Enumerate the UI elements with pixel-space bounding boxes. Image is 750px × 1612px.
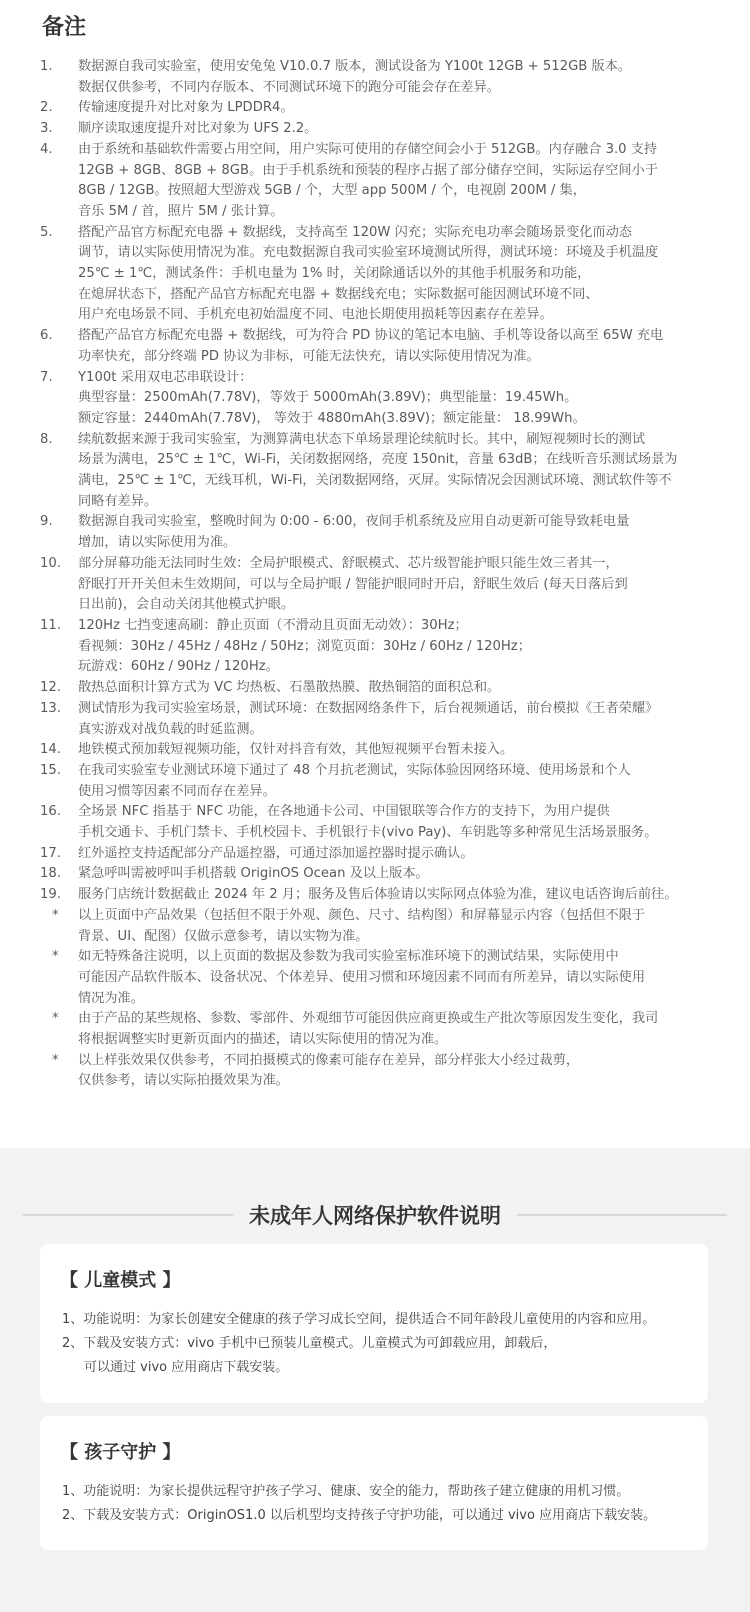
card-items — [62, 1308, 655, 1380]
note-line: 情况为准。 — [78, 990, 144, 1006]
note-number: 6. — [40, 328, 53, 344]
note-line: 手机交通卡、手机门禁卡、手机校园卡、手机银行卡(vivo Pay)、车钥匙等多种常见生活场景服务。 — [78, 825, 658, 841]
note-line: 12GB + 8GB、8GB + 8GB。由于手机系统和预装的程序占据了部分储存空间，实际运存空间小于 — [78, 162, 658, 178]
note-number: 9. — [40, 514, 53, 530]
note-body — [78, 326, 720, 367]
note-line: 散热总面积计算方式为 VC 均热板、石墨散热膜、散热铜箔的面积总和。 — [78, 680, 501, 696]
note-line: 由于产品的某些规格、参数、零部件、外观细节可能因供应商更换或生产批次等原因发生变化，我司 — [78, 1011, 659, 1027]
note-number: 1. — [40, 59, 53, 74]
note-number: 4. — [40, 141, 53, 157]
note-item — [40, 119, 720, 140]
note-line: 由于系统和基础软件需要占用空间，用户实际可使用的存储空间会小于 512GB。内存融合 3.0 支持 — [78, 141, 658, 157]
note-line: 玩游戏：60Hz / 90Hz / 120Hz。 — [78, 659, 279, 675]
note-body — [78, 885, 720, 906]
note-item — [40, 885, 720, 906]
note-line: 仅供参考，请以实际拍摄效果为准。 — [78, 1073, 289, 1089]
note-item — [40, 57, 720, 98]
note-body — [78, 761, 720, 802]
title-divider-right — [517, 1214, 727, 1216]
note-number: 11. — [40, 617, 61, 633]
note-item — [40, 947, 720, 1009]
note-line: 服务门店统计数据截止 2024 年 2 月；服务及售后体验请以实际网点体验为准，建议电话咨询后前往。 — [78, 887, 678, 903]
note-line: 测试情形为我司实验室场景，测试环境：在数据网络条件下，后台视频通话，前台模拟《王者荣耀》 — [78, 700, 659, 716]
note-line: 音乐 5M / 首，照片 5M / 张计算。 — [78, 203, 284, 219]
note-number: 19. — [40, 887, 61, 903]
note-line: 在熄屏状态下，搭配产品官方标配充电器 + 数据线充电；实际数据可能因测试环境不同、 — [78, 286, 599, 302]
note-line: 续航数据来源于我司实验室，为测算满电状态下单场景理论续航时长。其中，刷短视频时长的测试 — [78, 431, 646, 447]
note-line: 功率快充，部分终端 PD 协议为非标，可能无法快充，请以实际使用情况为准。 — [78, 348, 540, 364]
note-item — [40, 223, 720, 327]
note-body — [78, 844, 720, 865]
note-body — [78, 57, 720, 98]
note-body — [78, 554, 720, 616]
note-line: 120Hz 七挡变速高刷：静止页面（不滑动且页面无动效）：30Hz； — [78, 617, 468, 633]
note-number: 18. — [40, 866, 61, 882]
minor-section-title: 未成年人网络保护软件说明 — [249, 1204, 501, 1228]
notes-list — [40, 57, 720, 1092]
note-body — [78, 1051, 720, 1092]
note-item — [40, 906, 720, 947]
note-body — [78, 430, 720, 513]
card-heading: 【 儿童模式 】 — [60, 1270, 181, 1291]
card-child-mode — [40, 1244, 708, 1403]
note-line: 8GB / 12GB。按照超大型游戏 5GB / 个，大型 app 500M / 个，电视剧 200M / 集， — [78, 183, 586, 199]
note-number: 13. — [40, 700, 61, 716]
note-line: 舒眠打开开关但未生效期间，可以与全局护眼 / 智能护眼同时开启，舒眠生效后 (每天日落后到 — [78, 576, 628, 592]
note-line: 25℃ ± 1℃，测试条件：手机电量为 1% 时，关闭除通话以外的其他手机服务和功能， — [78, 266, 591, 282]
note-line: 用户充电场景不同、手机充电初始温度不同、电池长期使用损耗等因素存在差异。 — [78, 307, 553, 323]
card-heading: 【 孩子守护 】 — [60, 1442, 181, 1463]
note-number: 8. — [40, 431, 53, 447]
note-line: 在我司实验室专业测试环境下通过了 48 个月抗老测试，实际体验因网络环境、使用场景和个人 — [78, 762, 631, 778]
note-body — [78, 1009, 720, 1050]
note-item — [40, 1051, 720, 1092]
note-number: 2. — [40, 100, 53, 116]
note-body — [78, 368, 720, 430]
note-body — [78, 140, 720, 223]
card-child-guard — [40, 1416, 708, 1550]
note-body — [78, 512, 720, 553]
card-line: 2、下载及安装方式：vivo 手机中已预装儿童模式。儿童模式为可卸载应用，卸载后， — [62, 1336, 557, 1351]
note-body — [78, 864, 720, 885]
note-number: * — [52, 1011, 59, 1027]
note-body — [78, 802, 720, 843]
note-line: 传输速度提升对比对象为 LPDDR4。 — [78, 100, 294, 116]
note-body — [78, 678, 720, 699]
note-item — [40, 326, 720, 367]
note-line: 同略有差异。 — [78, 493, 158, 509]
note-item — [40, 844, 720, 865]
note-item — [40, 699, 720, 740]
note-line: 看视频：30Hz / 45Hz / 48Hz / 50Hz；浏览页面：30Hz / 60Hz / 120Hz； — [78, 638, 531, 654]
note-item — [40, 761, 720, 802]
note-line: 日出前)，会自动关闭其他模式护眼。 — [78, 597, 295, 613]
note-number: 10. — [40, 555, 61, 571]
note-line: 搭配产品官方标配充电器 + 数据线，可为符合 PD 协议的笔记本电脑、手机等设备以高至 65W 充电 — [78, 328, 664, 344]
card-line: 可以通过 vivo 应用商店下载安装。 — [84, 1360, 289, 1375]
note-line: 顺序读取速度提升对比对象为 UFS 2.2。 — [78, 121, 318, 137]
note-line: 使用习惯等因素不同而存在差异。 — [78, 783, 276, 799]
note-item — [40, 678, 720, 699]
note-number: 17. — [40, 845, 61, 861]
note-line: Y100t 采用双电芯串联设计： — [78, 369, 253, 385]
note-line: 全场景 NFC 指基于 NFC 功能，在各地通卡公司、中国银联等合作方的支持下，为用户提供 — [78, 804, 610, 820]
note-body — [78, 616, 720, 678]
note-line: 满电，25℃ ± 1℃，无线耳机，Wi-Fi，关闭数据网络，灭屏。实际情况会因测试环境、测试软件等不 — [78, 473, 672, 489]
card-items — [62, 1480, 656, 1528]
note-body — [78, 906, 720, 947]
note-number: 16. — [40, 804, 61, 820]
note-line: 调节，请以实际使用情况为准。充电数据源自我司实验室环境测试所得，测试环境：环境及手机温度 — [78, 245, 659, 261]
note-item — [40, 616, 720, 678]
card-line: 1、功能说明：为家长创建安全健康的孩子学习成长空间，提供适合不同年龄段儿童使用的内容和应用。 — [62, 1312, 656, 1327]
note-number: 5. — [40, 224, 53, 240]
note-item — [40, 430, 720, 513]
note-number: 12. — [40, 680, 61, 696]
note-line: 数据源自我司实验室，整晚时间为 0:00 - 6:00，夜间手机系统及应用自动更新可能导致耗电量 — [78, 514, 630, 530]
note-line: 增加，请以实际使用为准。 — [78, 535, 237, 551]
note-body — [78, 947, 720, 1009]
note-line: 典型容量：2500mAh(7.78V)，等效于 5000mAh(3.89V)；典型能量：19.45Wh。 — [78, 390, 578, 406]
note-number: * — [52, 949, 59, 965]
note-number: 7. — [40, 369, 53, 385]
note-line: 以上样张效果仅供参考，不同拍摄模式的像素可能存在差异，部分样张大小经过裁剪， — [78, 1052, 580, 1068]
note-line: 紧急呼叫需被呼叫手机搭载 OriginOS Ocean 及以上版本。 — [78, 866, 429, 882]
note-line: 场景为满电，25℃ ± 1℃，Wi-Fi，关闭数据网络，亮度 150nit，音量 63dB；在线听音乐测试场景为 — [78, 452, 678, 468]
note-body — [78, 699, 720, 740]
minor-protection-section — [0, 1148, 750, 1612]
note-number: 15. — [40, 762, 61, 778]
note-line: 红外遥控支持适配部分产品遥控器，可通过添加遥控器时提示确认。 — [78, 845, 474, 861]
title-divider-left — [23, 1214, 233, 1216]
note-number: 3. — [40, 121, 53, 137]
note-line: 如无特殊备注说明，以上页面的数据及参数为我司实验室标准环境下的测试结果，实际使用中 — [78, 949, 619, 965]
note-item — [40, 140, 720, 223]
note-line: 以上页面中产品效果（包括但不限于外观、颜色、尺寸、结构图）和屏幕显示内容（包括但不限于 — [78, 907, 646, 923]
note-line: 地铁模式预加载短视频功能，仅针对抖音有效，其他短视频平台暂未接入。 — [78, 742, 514, 758]
note-item — [40, 98, 720, 119]
note-line: 搭配产品官方标配充电器 + 数据线，支持高至 120W 闪充；实际充电功率会随场景变化而动态 — [78, 224, 632, 240]
note-line: 背景、UI、配图）仅做示意参考，请以实物为准。 — [78, 928, 369, 944]
note-item — [40, 740, 720, 761]
note-line: 真实游戏对战负载的时延监测。 — [78, 721, 263, 737]
note-body — [78, 740, 720, 761]
note-number: * — [52, 1052, 59, 1068]
note-body — [78, 223, 720, 327]
card-line: 1、功能说明：为家长提供远程守护孩子学习、健康、安全的能力，帮助孩子建立健康的用机习惯。 — [62, 1484, 630, 1499]
note-number: 14. — [40, 742, 61, 758]
note-item — [40, 864, 720, 885]
note-line: 将根据调整实时更新页面内的描述，请以实际使用的情况为准。 — [78, 1032, 448, 1048]
card-line: 2、下载及安装方式：OriginOS1.0 以后机型均支持孩子守护功能，可以通过 vivo 应用商店下载安装。 — [62, 1508, 657, 1523]
note-item — [40, 512, 720, 553]
note-number: * — [52, 907, 59, 923]
note-line: 数据仅供参考，不同内存版本、不同测试环境下的跑分可能会存在差异。 — [78, 79, 500, 95]
note-body — [78, 119, 720, 140]
note-line: 额定容量：2440mAh(7.78V)， 等效于 4880mAh(3.89V)；额定能量： 18.99Wh。 — [78, 410, 586, 426]
note-body — [78, 98, 720, 119]
minor-title-row — [0, 1200, 750, 1230]
note-line: 部分屏幕功能无法同时生效：全局护眼模式、舒眠模式、芯片级智能护眼只能生效三者其一， — [78, 555, 619, 571]
notes-title: 备注 — [42, 15, 87, 40]
note-line: 数据源自我司实验室，使用安兔兔 V10.0.7 版本，测试设备为 Y100t 12GB + 512GB 版本。 — [78, 59, 632, 74]
note-item — [40, 1009, 720, 1050]
note-item — [40, 802, 720, 843]
note-item — [40, 554, 720, 616]
note-item — [40, 368, 720, 430]
note-line: 可能因产品软件版本、设备状况、个体差异、使用习惯和环境因素不同而有所差异，请以实际使用 — [78, 969, 646, 985]
